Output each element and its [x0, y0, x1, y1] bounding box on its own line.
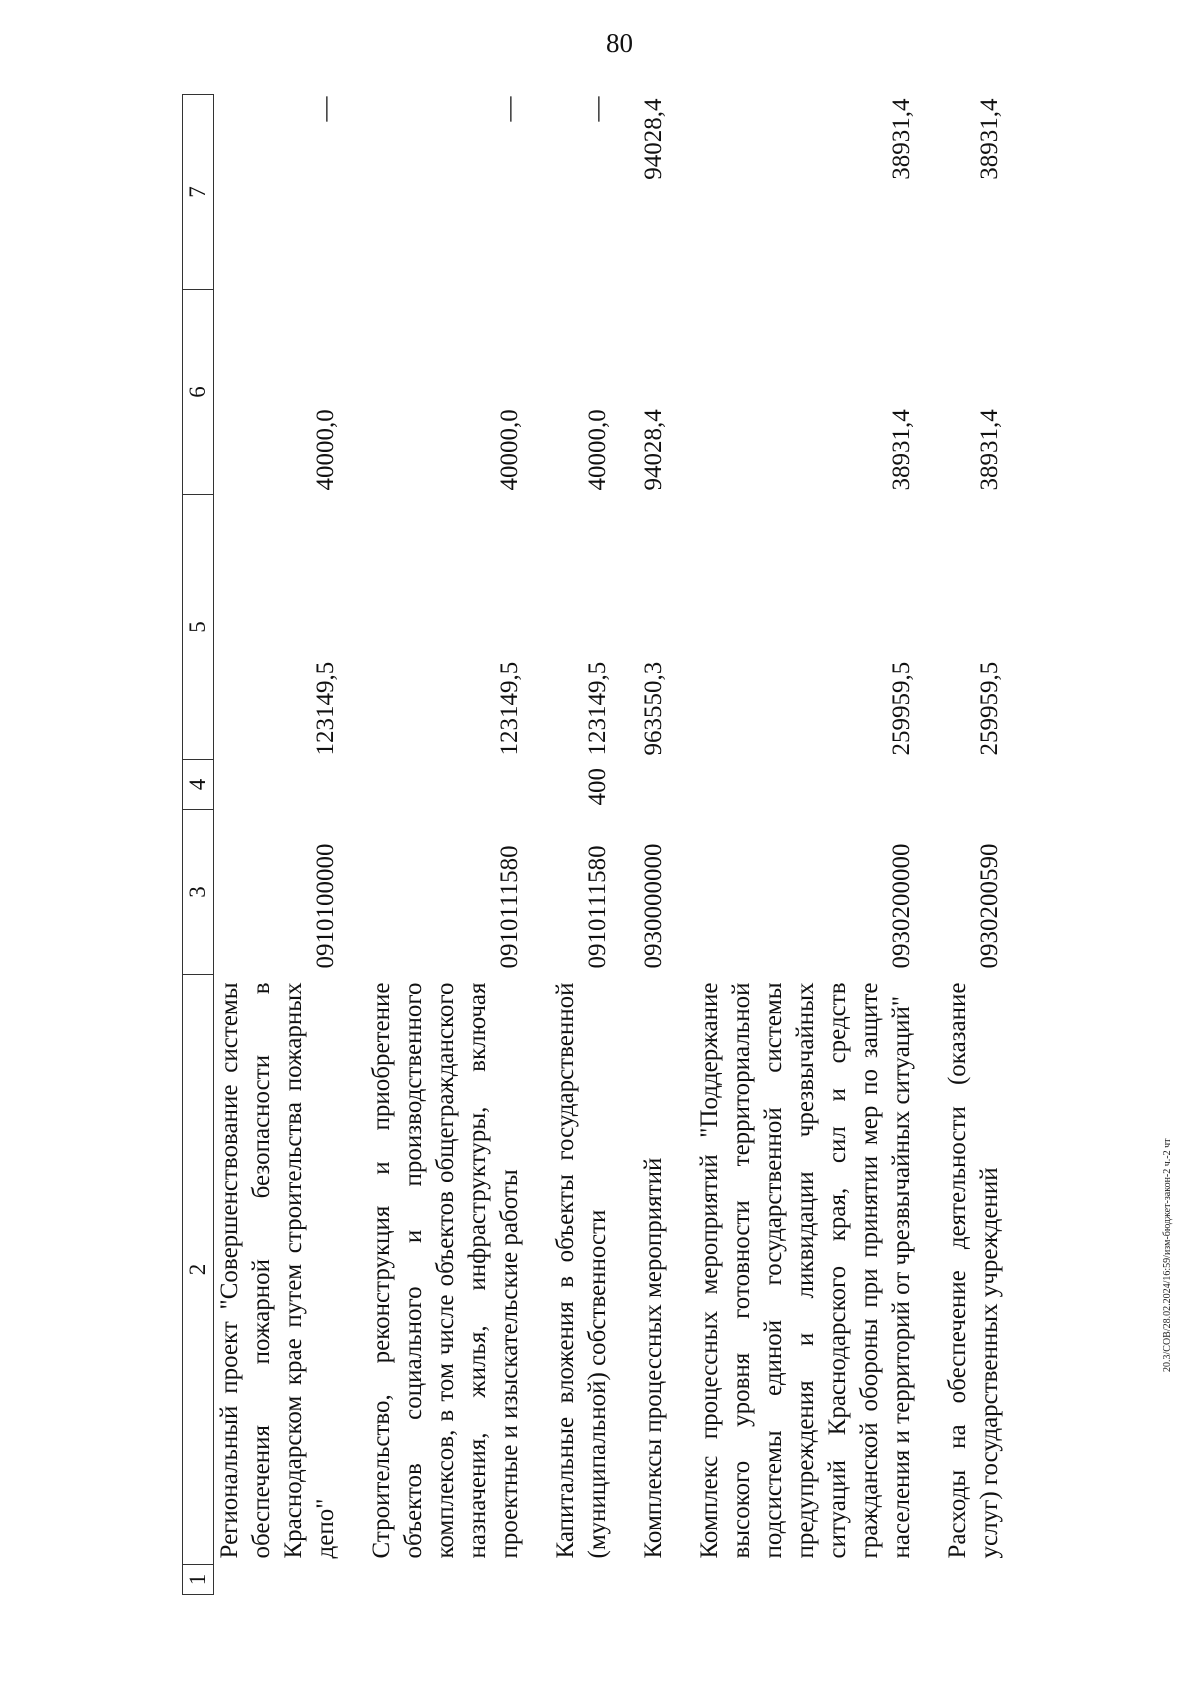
row-value-5: 123149,5 — [584, 661, 611, 756]
row-code: 0910111580 — [496, 845, 523, 969]
row-value-7: — — [584, 96, 611, 122]
row-value-7: 38931,4 — [976, 98, 1003, 180]
row-type — [694, 760, 918, 810]
row-value-5: 123149,5 — [312, 661, 339, 756]
row-value-6: 38931,4 — [976, 409, 1003, 491]
row-code: 0930000000 — [640, 843, 667, 969]
row-code: 0910111580 — [584, 845, 611, 969]
table-row — [550, 95, 614, 1595]
header-row — [183, 95, 214, 1595]
row-name: Расходы на обеспечение деятельности (оказание услуг) государственных учреждений — [944, 982, 1003, 1559]
row-type — [942, 760, 1006, 810]
rotated-budget-table — [182, 95, 1157, 1595]
row-name: Строительство, реконструкция и приобретение объектов социального и производственного комплексов, в том числе объектов общегражданского назначения, жилья, инфраструктуры, включая проектные и изыскательские работы — [368, 982, 523, 1559]
row-value-6: 94028,4 — [640, 409, 667, 491]
row-type — [638, 760, 670, 810]
footer-note: 20.3/СОВ/28.02.2024/16:59/изм-бюджет-закон-2 ч.-2 чт — [1162, 1138, 1173, 1372]
row-name: Региональный проект "Совершенствование системы обеспечения пожарной безопасности в Краснодарском крае путем строительства пожарных депо" — [216, 982, 339, 1559]
row-type — [366, 760, 526, 810]
row-value-7: 38931,4 — [888, 98, 915, 180]
table-row — [942, 95, 1006, 1595]
col-header-6: 6 — [183, 290, 214, 495]
row-code: 0910100000 — [312, 843, 339, 969]
row-value-5: 259959,5 — [888, 661, 915, 756]
row-name: Комплекс процессных мероприятий "Поддержание высокого уровня готовности территориальной подсистемы единой государственной системы предупреждения и ликвидации чрезвычайных ситуаций Краснодарского края, сил и средств гражданской обороны при принятии мер по защите населения и территорий от чрезвычайных ситуаций" — [696, 982, 915, 1559]
row-value-5: 259959,5 — [976, 661, 1003, 756]
row-code: 0930200000 — [888, 843, 915, 969]
col-header-7: 7 — [183, 95, 214, 290]
page-number: 80 — [606, 28, 633, 58]
table-row — [214, 95, 343, 1595]
row-value-5: 123149,5 — [496, 661, 523, 756]
row-value-6: 40000,0 — [584, 409, 611, 491]
table-row — [366, 95, 526, 1595]
row-code: 0930200590 — [976, 843, 1003, 969]
col-header-3: 3 — [183, 810, 214, 975]
row-value-6: 38931,4 — [888, 409, 915, 491]
row-value-7: — — [312, 96, 339, 122]
col-header-5: 5 — [183, 495, 214, 760]
table-row — [638, 95, 670, 1595]
col-header-1: 1 — [183, 1565, 214, 1595]
table-row — [694, 95, 918, 1595]
row-name: Комплексы процессных мероприятий — [640, 1157, 667, 1559]
row-type: 400 — [584, 768, 611, 806]
col-header-4: 4 — [183, 760, 214, 810]
row-value-6: 40000,0 — [496, 409, 523, 491]
row-value-7: 94028,4 — [640, 98, 667, 180]
row-value-6: 40000,0 — [312, 409, 339, 491]
row-value-7: — — [496, 96, 523, 122]
row-value-5: 963550,3 — [640, 661, 667, 756]
budget-table — [182, 94, 1006, 1595]
col-header-2: 2 — [183, 975, 214, 1565]
row-type — [214, 760, 343, 810]
row-name: Капитальные вложения в объекты государственной (муниципальной) собственности — [552, 982, 611, 1559]
